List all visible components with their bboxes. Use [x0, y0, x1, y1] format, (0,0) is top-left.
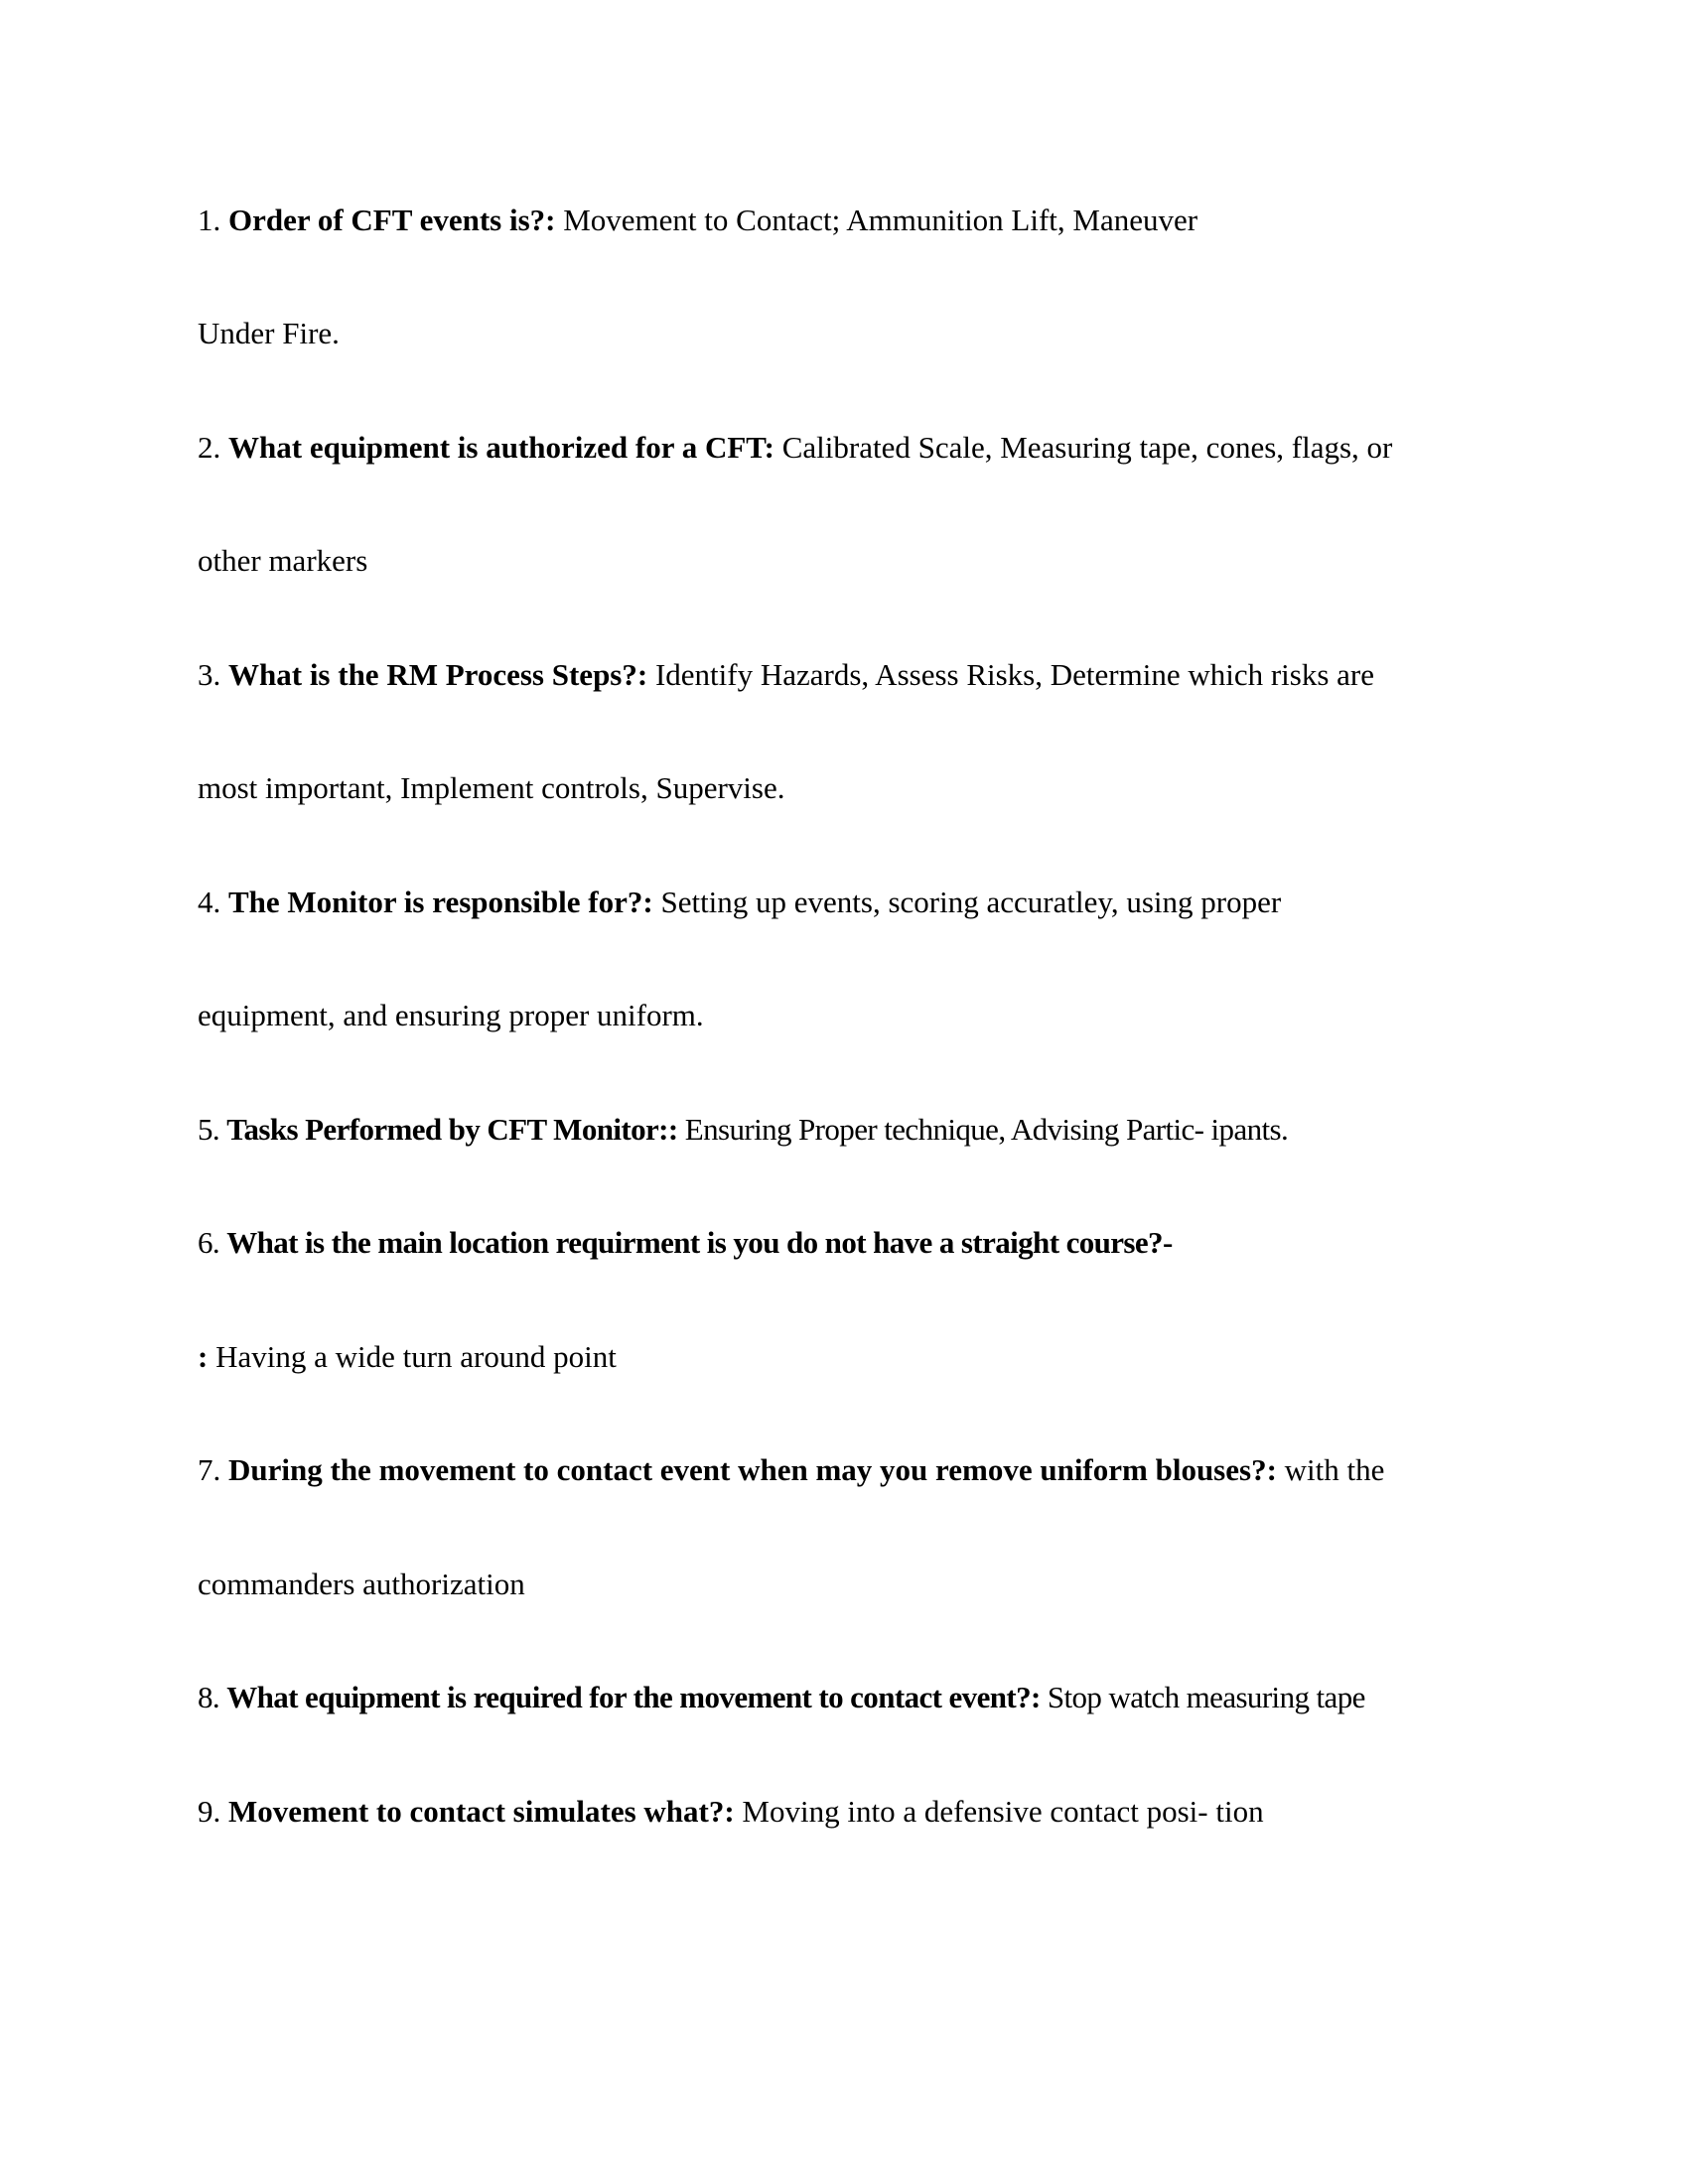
question-text: Movement to contact simulates what?: — [228, 1794, 735, 1829]
answer-text: Ensuring Proper technique, Advising Partic- ipants. — [677, 1112, 1289, 1147]
item-1-line-2 — [198, 318, 340, 348]
question-text: During the movement to contact event when may you remove uniform blouses?: — [228, 1452, 1277, 1487]
item-6-line-2 — [198, 1341, 617, 1372]
item-number: 2. — [198, 430, 221, 465]
question-text: Tasks Performed by CFT Monitor:: — [226, 1112, 678, 1147]
question-text: What is the main location requirment is you do not have a straight course?- — [226, 1225, 1173, 1260]
question-text: What equipment is authorized for a CFT: — [228, 430, 774, 465]
item-number: 5. — [198, 1112, 220, 1147]
answer-text: with the — [1276, 1452, 1385, 1487]
answer-text: Identify Hazards, Assess Risks, Determine which risks are — [647, 657, 1374, 692]
item-3-line-1 — [198, 659, 1374, 690]
item-4-line-1 — [198, 887, 1281, 917]
item-3-line-2 — [198, 772, 785, 803]
answer-text: Stop watch measuring tape — [1040, 1680, 1365, 1714]
item-1-line-1 — [198, 205, 1197, 235]
answer-text: commanders authorization — [198, 1567, 525, 1601]
item-number: 7. — [198, 1452, 221, 1487]
question-text: Order of CFT events is?: — [228, 203, 556, 237]
answer-text: Movement to Contact; Ammunition Lift, Maneuver — [555, 203, 1198, 237]
item-8-line-1 — [198, 1682, 1365, 1712]
item-2-line-2 — [198, 545, 367, 576]
item-7-line-1 — [198, 1454, 1384, 1485]
answer-text: most important, Implement controls, Supervise. — [198, 770, 785, 805]
question-text: : — [198, 1339, 209, 1374]
answer-text: Calibrated Scale, Measuring tape, cones, flags, or — [774, 430, 1393, 465]
item-9-line-1 — [198, 1796, 1264, 1827]
item-5-line-1 — [198, 1114, 1288, 1145]
item-4-line-2 — [198, 1000, 704, 1030]
question-text: What is the RM Process Steps?: — [228, 657, 648, 692]
item-number: 4. — [198, 885, 221, 919]
item-number: 6. — [198, 1225, 220, 1260]
answer-text: equipment, and ensuring proper uniform. — [198, 998, 704, 1032]
item-7-line-2 — [198, 1569, 525, 1599]
question-text: The Monitor is responsible for?: — [228, 885, 653, 919]
item-number: 3. — [198, 657, 221, 692]
item-number: 1. — [198, 203, 221, 237]
item-number: 9. — [198, 1794, 221, 1829]
answer-text: Moving into a defensive contact posi- tion — [734, 1794, 1264, 1829]
item-number: 8. — [198, 1680, 220, 1714]
answer-text: Under Fire. — [198, 316, 340, 350]
answer-text: Having a wide turn around point — [208, 1339, 617, 1374]
question-text: What equipment is required for the movement to contact event?: — [226, 1680, 1041, 1714]
item-2-line-1 — [198, 432, 1392, 463]
item-6-line-1 — [198, 1227, 1173, 1258]
answer-text: other markers — [198, 543, 368, 578]
answer-text: Setting up events, scoring accuratley, using proper — [652, 885, 1282, 919]
